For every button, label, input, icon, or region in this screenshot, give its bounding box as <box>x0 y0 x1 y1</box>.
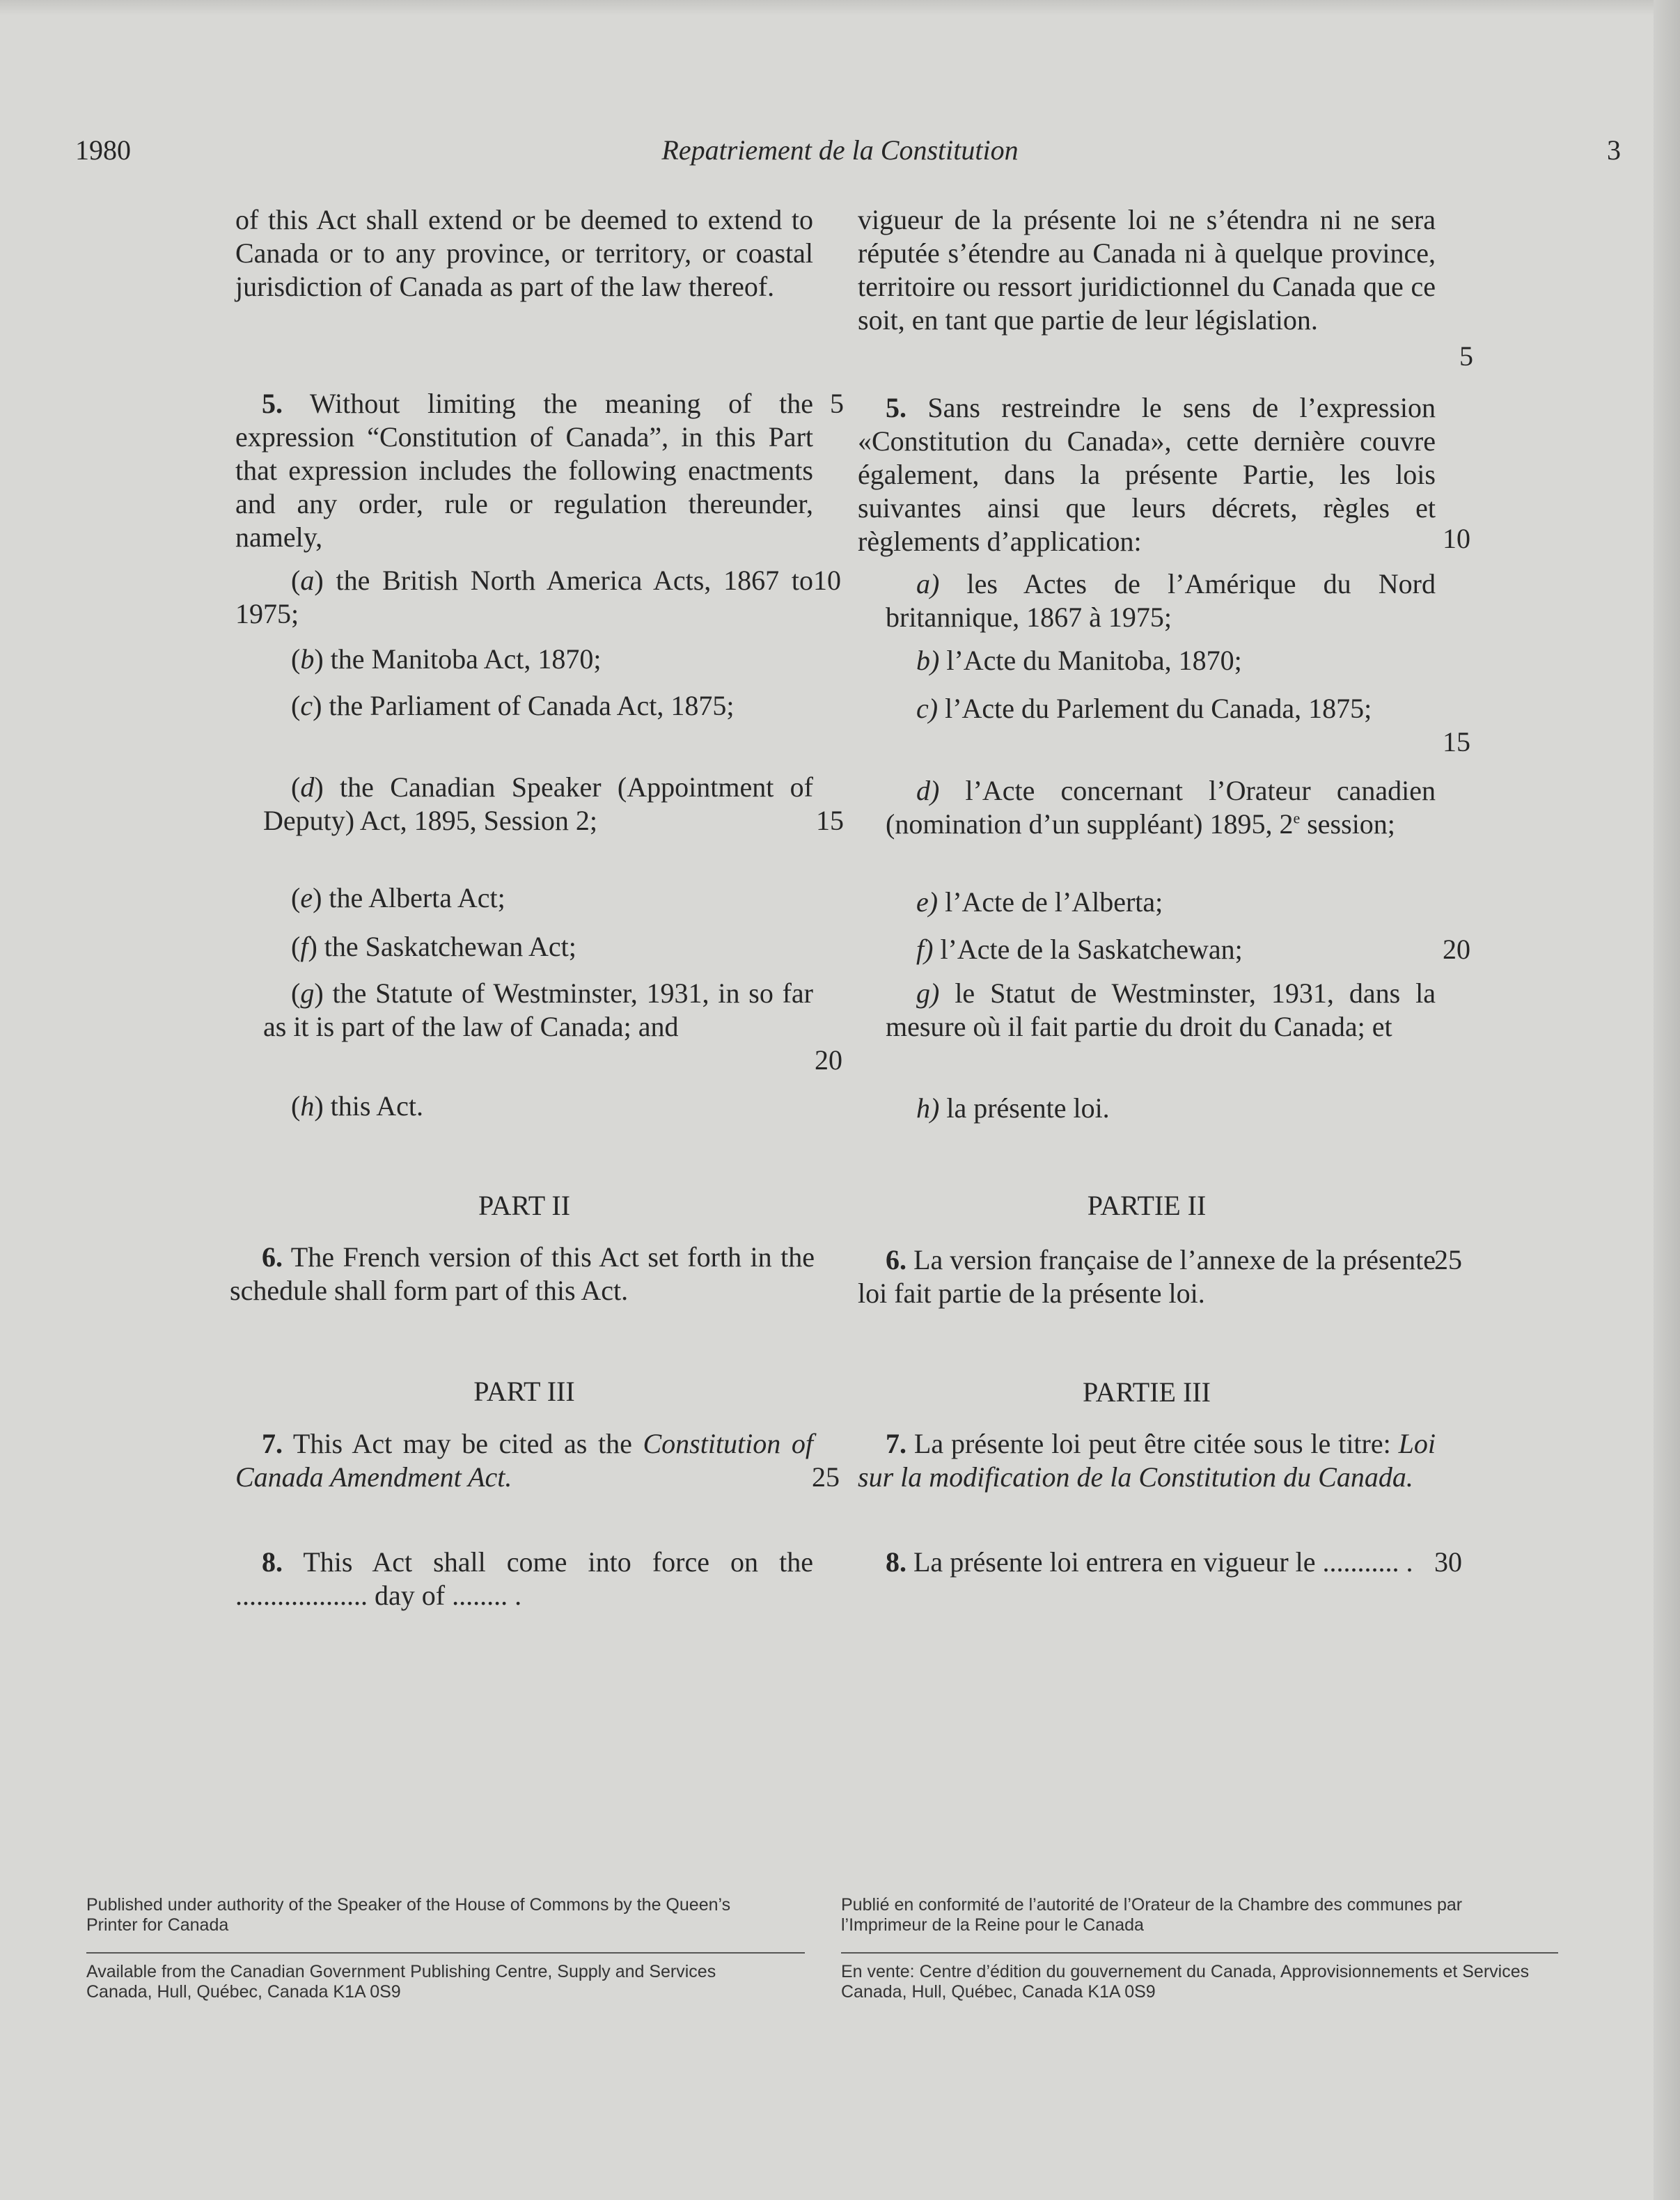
en-item-b: (b) the Manitoba Act, 1870; <box>291 643 602 675</box>
en-item-a: (a) the British North America Acts, 1867 to 1975; <box>235 565 814 629</box>
page-number: 3 <box>1607 134 1621 166</box>
fr-section-8: 8. La présente loi entrera en vigueur le ........... . <box>886 1546 1413 1578</box>
fr-item-g: g) le Statut de Westminster, 1931, dans la mesure où il fait partie du droit du Canada; et <box>886 977 1436 1042</box>
header-year: 1980 <box>75 134 131 166</box>
line-number: 25 <box>1434 1244 1462 1275</box>
en-section-7: 7. This Act may be cited as the Constitution of Canada Amendment Act. <box>235 1428 813 1493</box>
page-top-shadow <box>0 0 1680 15</box>
fr-section-6: 6. La version française de l’annexe de la présente loi fait partie de la présente loi. <box>858 1244 1436 1309</box>
line-number: 5 <box>1459 340 1473 372</box>
line-number: 30 <box>1434 1546 1462 1578</box>
fr-item-d: d) l’Acte concernant l’Orateur canadien (nomination d’un suppléant) 1895, 2e session; <box>886 775 1436 840</box>
line-number: 20 <box>1443 934 1470 965</box>
en-item-f: (f) the Saskatchewan Act; <box>291 931 576 962</box>
fr-part-3-heading: PARTIE III <box>1083 1376 1211 1408</box>
line-number: 15 <box>1443 726 1470 757</box>
footer-en-published: Published under authority of the Speaker of the House of Commons by the Queen’s Printer for Canada <box>86 1895 731 1935</box>
line-number: 5 <box>830 388 844 419</box>
line-number: 10 <box>813 565 841 596</box>
fr-item-f: f) l’Acte de la Saskatchewan; <box>916 934 1243 965</box>
en-section-6: 6. The French version of this Act set forth in the schedule shall form part of this Act. <box>230 1241 815 1306</box>
en-item-c: (c) the Parliament of Canada Act, 1875; <box>291 690 735 721</box>
line-number: 15 <box>816 805 844 836</box>
en-item-e: (e) the Alberta Act; <box>291 882 505 913</box>
fr-item-e: e) l’Acte de l’Alberta; <box>916 886 1163 918</box>
fr-item-a: a) les Actes de l’Amérique du Nord britannique, 1867 à 1975; <box>886 568 1436 633</box>
en-section-8: 8. This Act shall come into force on the ................... day of ........ . <box>235 1546 813 1611</box>
fr-item-h: h) la présente loi. <box>916 1092 1110 1124</box>
footer-fr-available: En vente: Centre d’édition du gouvernement du Canada, Approvisionnements et Services Canada, Hull, Québec, Canada K1A 0S9 <box>841 1962 1530 2002</box>
en-section-5: 5. Without limiting the meaning of the expression “Constitution of Canada”, in this Part that expression includes the following enactments and any order, rule or regulation thereunder, namely, <box>235 388 813 553</box>
en-item-g: (g) the Statute of Westminster, 1931, in so far as it is part of the law of Canada; and <box>263 977 813 1042</box>
fr-item-c: c) l’Acte du Parlement du Canada, 1875; <box>916 693 1372 724</box>
fr-section-5: 5. Sans restreindre le sens de l’expression «Constitution du Canada», cette dernière couvre également, dans la présente Partie, les lois suivantes ainsi que leurs décrets, règles et règlements d’application: <box>858 392 1436 557</box>
footer-divider-fr <box>841 1952 1558 1954</box>
footer-en-available: Available from the Canadian Government Publishing Centre, Supply and Services Canada, Hull, Québec, Canada K1A 0S9 <box>86 1962 716 2002</box>
en-item-h: (h) this Act. <box>291 1090 423 1122</box>
en-part-2-heading: PART II <box>478 1190 571 1221</box>
fr-item-b: b) l’Acte du Manitoba, 1870; <box>916 645 1242 676</box>
en-continuation: of this Act shall extend or be deemed to extend to Canada or to any province, or territory, or coastal jurisdiction of Canada as part of the law thereof. <box>235 204 813 302</box>
footer-divider-en <box>86 1952 805 1954</box>
fr-continuation: vigueur de la présente loi ne s’étendra ni ne sera réputée s’étendre au Canada ni à quelque province, territoire ou ressort juridictionnel du Canada que ce soit, en tant que partie de leur législation. <box>858 204 1436 336</box>
line-number: 10 <box>1443 523 1470 554</box>
en-part-3-heading: PART III <box>473 1376 575 1407</box>
header-title: Repatriement de la Constitution <box>661 134 1019 166</box>
footer-fr-published: Publié en conformité de l’autorité de l’Orateur de la Chambre des communes par l’Imprimeur de la Reine pour le Canada <box>841 1895 1463 1935</box>
line-number: 25 <box>812 1461 840 1493</box>
page-right-edge <box>1654 0 1680 2200</box>
fr-part-2-heading: PARTIE II <box>1087 1190 1207 1221</box>
line-number: 20 <box>815 1044 842 1076</box>
fr-section-7: 7. La présente loi peut être citée sous le titre: Loi sur la modification de la Constitution du Canada. <box>858 1428 1436 1493</box>
en-item-d: (d) the Canadian Speaker (Appointment of Deputy) Act, 1895, Session 2; <box>263 771 814 836</box>
